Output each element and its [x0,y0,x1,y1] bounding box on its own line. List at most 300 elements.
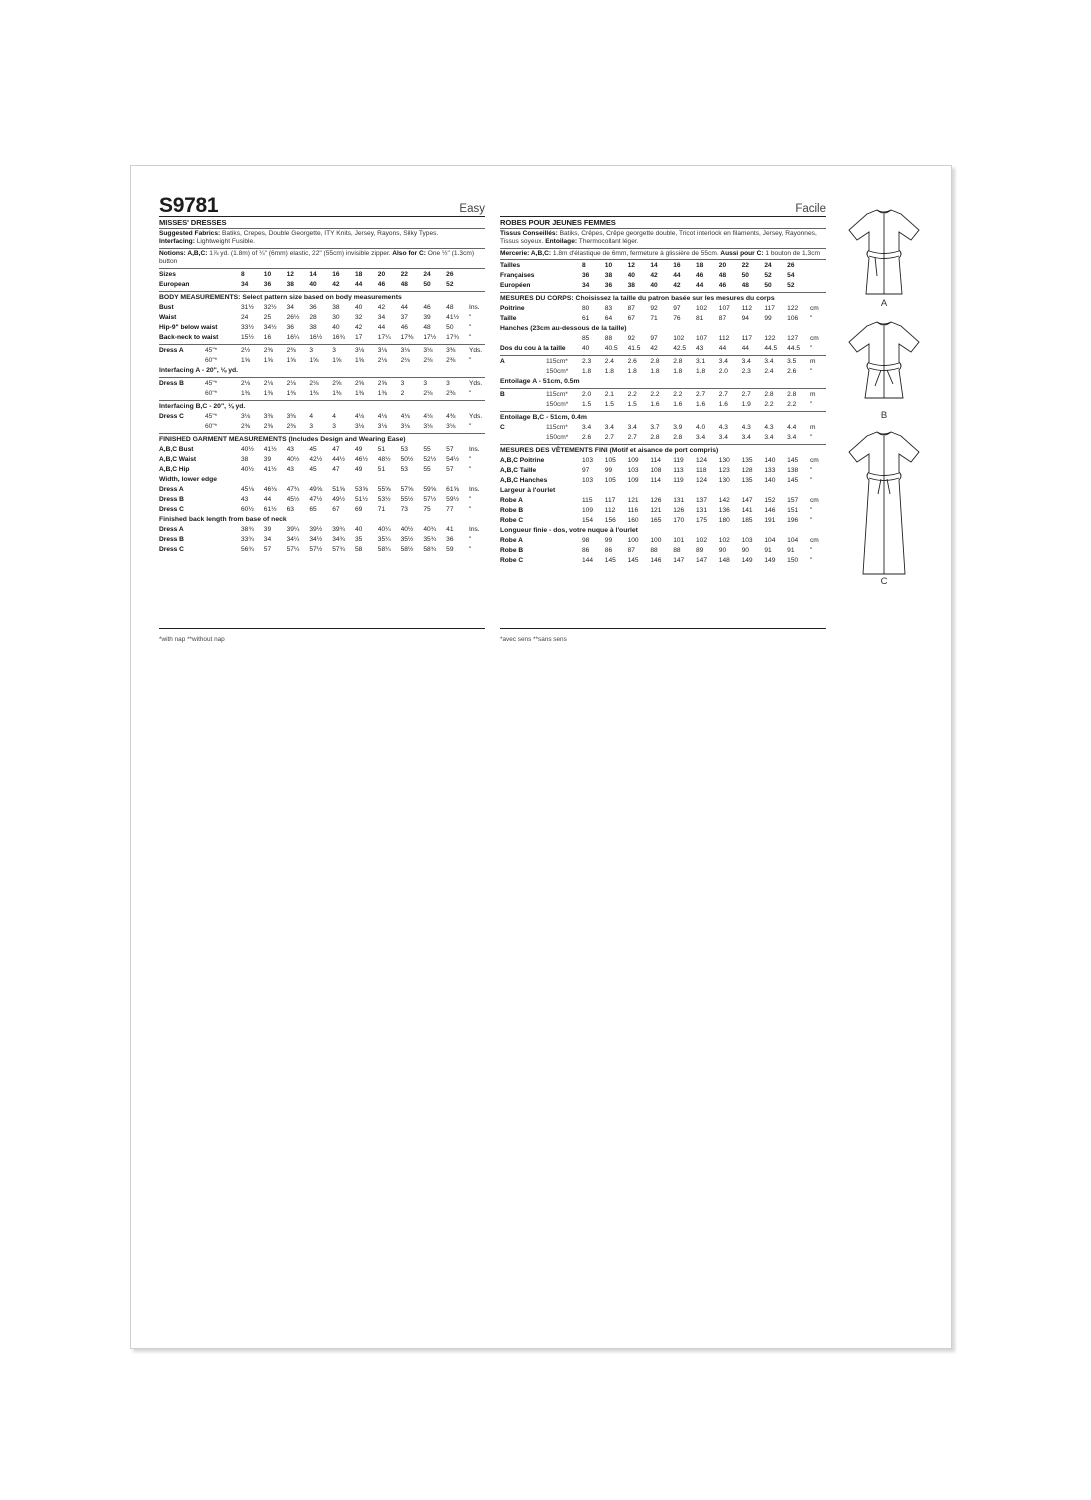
table-cell: 2⅜ [241,422,251,430]
table-row [500,506,826,516]
title-row-fr [500,196,826,217]
table-cell: 1⅜ [241,389,251,397]
table-cell: 34½ [263,323,277,331]
table-cell: 46 [377,280,386,288]
table-cell: 37 [400,313,408,321]
table-cell: 4⅛ [423,412,433,420]
table-row [159,270,485,280]
table-cell: 3⅛ [423,422,433,430]
table-cell: 53 [400,465,408,473]
table-cell: 59⅝ [423,485,437,493]
table-cell: 118 [695,467,707,475]
table-cell: 4⅛ [377,412,387,420]
table-cell: 38 [627,282,635,290]
table-cell: 32½ [263,303,277,311]
row-label: Tailles [500,262,521,270]
table-cell: 1⅝ [354,356,365,364]
row-label: Dress A [159,525,184,533]
table-cell: 150cm* [546,401,569,409]
dress-a-yardage [159,346,485,366]
table-cell: 40.5 [604,345,618,353]
table-cell: 46 [718,282,727,290]
table-cell: 2 [400,389,405,397]
table-cell: 136 [718,507,730,515]
row-label: Européen [500,282,531,290]
table-cell: 185 [741,517,753,525]
row-label: A,B,C Poitrine [500,457,545,465]
table-cell: 24 [764,262,772,270]
table-cell: Yds. [469,346,483,354]
table-cell: 3⅜ [446,346,456,354]
row-label: Robe B [500,507,524,515]
table-cell: 150 [787,557,799,565]
table-cell: 145 [604,557,616,565]
table-cell: 48 [400,280,408,288]
table-cell: 2⅛ [263,379,273,387]
table-cell: 1.6 [673,401,683,409]
row-label: A [500,358,505,366]
table-cell: 3.4 [718,434,728,442]
table-cell: 86 [604,547,613,555]
table-cell: 2.8 [650,358,660,366]
table-cell: 14 [650,262,658,270]
table-cell: 40 [582,345,590,353]
table-row [500,536,826,546]
table-cell: 71 [377,505,386,513]
table-cell: 10 [604,262,613,270]
table-cell: 89 [695,547,704,555]
view-a-label: A [880,298,888,309]
table-cell: 57 [446,465,454,473]
table-cell: 48 [446,303,454,311]
body-measurements-heading: BODY MEASUREMENTS: Select pattern size based on body measurements [159,293,402,301]
table-cell: 122 [764,335,776,343]
table-cell: " [810,547,813,555]
table-cell: " [810,517,813,525]
table-cell: 2⅛ [423,356,433,364]
table-cell: 46 [695,272,704,280]
row-label: Robe C [500,557,524,565]
table-cell: 44 [400,303,408,311]
table-cell: 61 [582,315,590,323]
table-cell: 1.8 [650,368,660,376]
table-cell: 40 [332,323,340,331]
body-measurements-heading-fr: MESURES DU CORPS: Choisissez la taille du patron basée sur les mesures du corps [500,295,775,303]
table-cell: 149 [741,557,753,565]
dress-b-yardage [159,379,485,399]
table-cell: Ins. [469,485,480,493]
width-lower-edge-heading: Width, lower edge [159,475,218,483]
row-label: Bust [159,303,174,311]
table-cell: 2.4 [764,368,774,376]
table-cell: 152 [764,497,776,505]
table-row [500,344,826,354]
table-cell: 91 [764,547,772,555]
table-cell: 36 [582,272,590,280]
table-cell: 51⅝ [332,485,346,493]
table-cell: " [810,345,813,353]
table-cell: 43 [286,445,294,453]
table-cell: 69 [354,505,363,513]
table-row [159,303,485,313]
row-label: Dress A [159,485,184,493]
table-cell: 64 [604,315,613,323]
table-cell: 157 [787,497,799,505]
table-cell: 73 [400,505,408,513]
table-cell: 102 [673,335,685,343]
table-cell: 115 [582,497,593,505]
table-cell: 54 [787,272,795,280]
table-cell: 57½ [309,545,323,553]
table-cell: 61½ [263,505,277,513]
table-row [500,516,826,526]
table-cell: 2⅛ [286,379,296,387]
table-cell: 47½ [309,495,323,503]
table-cell: 114 [650,477,661,485]
table-cell: 49 [354,465,363,473]
table-cell: 10 [263,270,272,278]
table-cell: 145 [787,457,799,465]
table-cell: 44 [377,323,386,331]
footnote-rule-fr [500,628,826,629]
table-cell: 2.2 [627,391,637,399]
table-cell: 175 [695,517,707,525]
table-cell: 35½ [400,535,414,543]
table-cell: 147 [695,557,707,565]
size-table-fr [500,261,826,291]
table-cell: 2.2 [787,401,797,409]
table-cell: 107 [718,305,730,313]
table-cell: 65 [309,505,317,513]
table-cell: 2⅜ [446,389,456,397]
table-cell: 92 [627,335,635,343]
table-cell: 2½ [241,346,251,354]
width-lower-edge-table-fr [500,496,826,526]
table-cell: 25 [263,313,272,321]
table-cell: 104 [787,537,799,545]
table-cell: 112 [741,305,753,313]
table-cell: 1.5 [582,401,592,409]
table-cell: 3.4 [764,434,774,442]
table-row [159,379,485,389]
table-cell: 135 [741,457,753,465]
table-cell: 43 [286,465,294,473]
table-cell: 3.4 [764,358,774,366]
table-row [159,465,485,475]
table-row [500,496,826,506]
table-cell: 38 [309,323,317,331]
table-cell: 48½ [377,455,391,463]
table-cell: 44 [695,282,704,290]
table-cell: 52½ [423,455,437,463]
table-cell: 44.5 [764,345,778,353]
table-cell: 39½ [309,525,323,533]
table-cell: 3 [309,422,314,430]
table-cell: 42 [650,345,658,353]
table-cell: 40 [627,272,635,280]
table-cell: 80 [582,305,590,313]
table-cell: 16 [332,270,340,278]
table-cell: 12 [627,262,635,270]
row-label: Taille [500,315,517,323]
dress-b-drawing [841,316,927,412]
table-cell: 42½ [309,455,323,463]
table-cell: 57¾ [332,545,346,553]
table-cell: 140 [764,457,776,465]
table-cell: 36 [286,323,294,331]
table-cell: " [810,477,813,485]
table-cell: 16 [673,262,681,270]
table-cell: 17 [354,333,363,341]
table-cell: cm [810,457,819,465]
row-label: Françaises [500,272,535,280]
table-cell: 42.5 [673,345,687,353]
row-label: Hip-9" below waist [159,323,218,331]
table-cell: 46 [400,323,408,331]
table-row [500,357,826,367]
table-cell: 58¼ [377,545,391,553]
row-label: Dress C [159,545,184,553]
table-row [500,556,826,566]
width-lower-edge-heading-fr: Largeur à l'ourlet [500,487,556,495]
entoilage-bc: Entoilage B,C - 51cm, 0.4m [500,414,587,422]
table-row [159,505,485,515]
table-cell: 151 [787,507,799,515]
table-cell: 94 [741,315,749,323]
table-cell: " [469,422,472,430]
finished-measurements-table [159,445,485,475]
table-row [500,261,826,271]
row-label: Dress A [159,346,184,354]
table-cell: 3 [423,379,428,387]
table-cell: 121 [650,507,662,515]
table-cell: cm [810,537,819,545]
table-cell: 2.7 [718,391,728,399]
row-label [500,334,582,344]
table-cell: 112 [718,335,730,343]
table-row [500,271,826,281]
table-cell: 42 [650,272,658,280]
table-cell: 170 [673,517,685,525]
view-a-sketch [841,204,927,312]
table-cell: 46 [423,303,431,311]
table-cell: 1.8 [673,368,683,376]
table-cell: 8 [582,262,586,270]
table-cell: 60"* [205,422,218,430]
table-cell: 38 [604,272,613,280]
table-cell: 2.8 [787,391,797,399]
table-row [159,389,485,399]
table-cell: 60½ [241,505,254,513]
suggested-fabrics-fr: Tissus Conseillés: Batiks, Crêpes, Crêpe georgette double, Tricot interlock en filaments, Jersey, Rayonnes, Tissus soyeux. Entoilage: Thermocollant léger. [500,230,817,246]
table-cell: 150cm* [546,368,569,376]
row-label: A,B,C Bust [159,445,194,453]
table-cell: 140 [764,477,776,485]
table-cell: 2⅜ [263,346,273,354]
table-cell: m [810,358,816,366]
table-cell: 45"* [205,412,218,420]
table-cell: 87 [627,547,635,555]
table-cell: 2.2 [673,391,683,399]
table-cell: 45"* [205,379,218,387]
table-cell: 34 [241,280,249,288]
table-cell: 49 [354,445,363,453]
table-cell: 1.6 [695,401,706,409]
table-cell: 149 [764,557,776,565]
table-cell: 67 [332,505,340,513]
table-cell: " [469,545,472,553]
row-label [159,389,205,399]
table-cell: 147 [741,497,753,505]
dress-c-yardage [159,412,485,432]
table-cell: 2⅝ [377,379,387,387]
table-cell: 2.2 [650,391,660,399]
table-cell: 44 [673,272,681,280]
table-cell: 39¾ [332,525,346,533]
table-cell: 3.5 [787,358,797,366]
table-cell: " [469,389,472,397]
table-cell: 3.4 [582,424,592,432]
table-cell: 1⅜ [377,389,387,397]
table-cell: 4.3 [764,424,774,432]
table-cell: 24 [423,270,431,278]
table-cell: 2.0 [582,391,592,399]
table-cell: 40¼ [377,525,391,533]
table-cell: 101 [673,537,685,545]
view-sketches [841,204,927,598]
table-cell: 3⅛ [241,412,251,420]
table-cell: 3⅜ [286,412,296,420]
table-cell: 18 [354,270,363,278]
table-cell: 44.5 [787,345,801,353]
table-cell: 2.4 [604,358,614,366]
table-cell: 97 [673,305,681,313]
table-cell: 43 [241,495,249,503]
table-cell: 121 [627,497,639,505]
table-row [159,445,485,455]
table-cell: 3.7 [650,424,660,432]
table-cell: 4.3 [718,424,728,432]
table-cell: 2.8 [673,434,683,442]
table-cell: 3.4 [695,434,706,442]
table-cell: 1⅜ [286,389,296,397]
table-cell: 50 [764,282,772,290]
table-cell: 3.1 [695,358,706,366]
table-cell: 24 [241,313,249,321]
back-length-heading-fr: Longueur finie - dos, votre nuque à l'ourlet [500,527,638,535]
table-cell: 59½ [446,495,460,503]
table-cell: 138 [787,467,799,475]
table-cell: 2.3 [741,368,751,376]
table-cell: 39 [263,455,272,463]
body-measurements-table-fr [500,304,826,324]
table-cell: 117 [764,305,775,313]
table-cell: 4.0 [695,424,706,432]
table-cell: 2.7 [741,391,751,399]
table-cell: 4 [332,412,336,420]
table-cell: 39 [263,525,272,533]
table-row [500,304,826,314]
table-cell: 58¾ [423,545,437,553]
table-cell: 22 [741,262,749,270]
entoilage-a: Entoilage A - 51cm, 0.5m [500,378,580,386]
table-cell: 39 [423,313,431,321]
row-label: European [159,280,190,288]
table-cell: 49½ [332,495,346,503]
table-cell: 43 [695,345,704,353]
back-length-heading: Finished back length from base of neck [159,515,287,523]
table-cell: 90 [718,547,727,555]
table-cell: 46½ [354,455,368,463]
table-cell: 41½ [446,313,460,321]
table-cell: 3 [332,422,336,430]
table-cell: 34 [286,303,294,311]
notions-fr: Mercerie: A,B,C: 1.8m d'élastique de 6mm, fermeture à glissière de 55cm. Aussi pour C: 1 bouton de 1.3cm [500,249,820,257]
table-cell: 48 [423,323,431,331]
table-cell: 38 [241,455,249,463]
table-cell: 109 [582,507,594,515]
table-cell: " [810,315,813,323]
body-measurements-table-fr-2 [500,334,826,354]
table-cell: 2.6 [787,368,797,376]
table-cell: 3⅛ [354,346,365,354]
dress-a-drawing [841,204,927,300]
table-cell: 3⅛ [446,422,456,430]
difficulty-level: Easy [459,203,485,215]
table-cell: 1⅝ [309,356,319,364]
table-cell: 2.3 [582,358,592,366]
table-cell: 14 [309,270,317,278]
table-cell: 44 [718,345,727,353]
table-cell: 55 [423,465,431,473]
table-cell: 103 [741,537,753,545]
table-cell: 48 [718,272,727,280]
table-cell: 58 [354,545,363,553]
table-row [159,412,485,422]
garment-heading-fr: ROBES POUR JEUNES FEMMES [500,218,616,227]
footnote-rule [159,628,485,629]
table-cell: 3 [400,379,405,387]
table-cell: 2⅜ [286,346,296,354]
table-cell: 2.8 [650,434,660,442]
table-cell: 35¼ [377,535,391,543]
table-cell: 36 [309,303,317,311]
table-cell: 26 [787,262,795,270]
table-cell: 36 [263,280,272,288]
table-cell: " [810,401,813,409]
table-cell: 2⅛ [423,389,433,397]
table-cell: 35¾ [423,535,437,543]
table-cell: 1.9 [741,401,751,409]
table-cell: 123 [718,467,730,475]
table-cell: 45 [309,465,317,473]
table-cell: 42 [673,282,681,290]
interfacing-bc: Interfacing B,C - 20", ⅛ yd. [159,402,246,410]
table-cell: 124 [695,457,707,465]
table-cell: Ins. [469,525,480,533]
table-cell: 40¾ [423,525,437,533]
view-b-sketch [841,316,927,424]
table-cell: 41.5 [627,345,641,353]
table-cell: 103 [582,457,594,465]
table-cell: 87 [718,315,727,323]
table-cell: 17¼ [377,333,391,341]
table-cell: 1⅝ [332,356,342,364]
table-cell: 52 [764,272,772,280]
table-cell: 42 [354,323,363,331]
table-cell: 45⅛ [241,485,254,493]
pattern-envelope-sheet [130,165,952,1349]
